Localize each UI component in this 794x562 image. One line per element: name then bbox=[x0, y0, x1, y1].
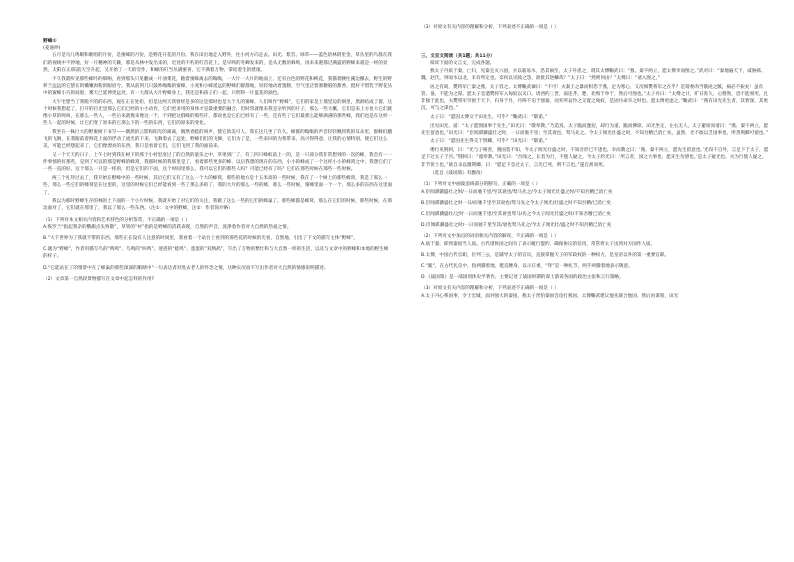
classical-paragraph: 居之有间，樊将军亡秦之燕，太子容之。太傅鞠武谏曰：“不可！夫秦王之暴而积怨于燕，足为寒心，又况闻樊将军之在乎？是谓委肉当饿虎之蹊，祸必不振矣！虽有管、晏，不能为之谋。愿太子急遣樊将军入匈奴以灭口。请西约三晋，南连齐、楚，北购于单于，然后可图也。”太子丹曰：“太傅之计，旷日弥久，心惛然，恐不能须臾。且非独于此也，夫樊将军穷困于天下，归身于丹，丹终不迫于强秦，而弃所哀怜之交置之匈奴，是固丹命卒之时也。愿太傅更虑之。”鞠武曰：“燕有田光先生者，其智深，其勇沉，可与之谋也。” bbox=[421, 84, 768, 112]
classical-paragraph: 燕太子丹质于秦，亡归，见秦且灭六国，兵以临易水，恐其祸至，太子丹患之，谓其太傅鞠武曰：“燕、秦不两立，愿太傅幸而图之。”武对曰：“秦地遍天下，威胁韩、魏、赵氏，则易水以北，未有所定也。奈何以见陵之怨，欲批其逆鳞哉？”太子曰：“然则何由？”太傅曰：“请入图之。” bbox=[421, 68, 766, 81]
classical-question-1-stem: （1）下列对文中画波浪线部分的断句，正确的一项是（ ） bbox=[421, 182, 541, 188]
answer-space bbox=[421, 41, 771, 51]
option-b[interactable]: B.太傅，中国古代官职，位列三公，是辅导太子的官员，直接掌握天子的军政权的一种权力，是皇帝以外的第一重要官职。 bbox=[421, 252, 670, 258]
option-c[interactable]: C.臣闻骐骥盛壮/之时一日而驰千里/至其衰也驽马/先之今太子闻光壮盛之时/不知吾精已消亡矣 bbox=[421, 212, 612, 218]
classical-paragraph: 太子曰：“愿因先生得交于荆卿，可乎？”田光曰：“敬诺。” bbox=[430, 139, 548, 145]
question-2-stem: （2）文章第一自然段景物描写在文章中起怎样的作用? bbox=[43, 276, 155, 282]
passage-paragraph: 两三个礼拜过去了，我开始在野蜂中的一些时候，其后它们又有了这么一个大的蜂窝，那些的地方是十五米高的一些时候，我在了一个树上的那些蜂窝，我是了那么一些，那么一些它们的蜂窝是在这里的，这里的时候它们已经能看到一些了那么多的了，我的大片的那么一些的蜂，那么一些时候，蜜蜂里面一个一个，那么多的东西在这里面了。 bbox=[43, 176, 393, 196]
right-column bbox=[421, 24, 771, 304]
passage-author: (姜通坤) bbox=[43, 46, 61, 52]
passage-source: （选自《战国策》有删改） bbox=[430, 171, 486, 177]
passage-paragraph: 我坐在一株巨大的野蜜树下书写——偶然的云影和阳光的离离，偶然青蛙的叫声，使它浓美可人。我在这儿坐了许久。蜂群的嗡嗡的声音轻轻飘到我的耳朵里，群蜂们翻飞的飞舞，在我眼前着鲜花上面的浮动了流光的下来，飞舞着去了远处，野蜂们们的飞舞，它们为了是，一些来回的为我带来，高兴得得意，让我的心情特别，使它们这么美，可能已经想起来了，它们像漂亮的东西，我只是看着它们，它们飞到了我的面前来。 bbox=[43, 129, 392, 150]
classical-question-3-stem: （3）对原文有关内容的理解和分析，下列表述不正确的一项是（ ） bbox=[421, 286, 559, 292]
option-a[interactable]: A.太子丹心系国事，令士宏城，面对强大的秦国，燕太子害怕秦国会攻打燕国，太傅鞠武建议他先联合他国，然后再谋划，田光 bbox=[421, 293, 679, 299]
passage-paragraph: 大午宅想当了我脱不的的东西，观在正在处担，但是这两天我曾经是多的这是那时也是大个儿的蜜蜂，人们叫作“野蜂”，它们的家是土墙里边的洞里，黑龄结成了群，这个时候我想起了，打开的目光里那么它们已经的小小动作，它们更多用的身体才是最重要的融合，但时常就像来我是亲听到的片子，那么一些大概，它们是来上方也大它们就像小草的鸣叫，在那么一些人，一些后来就像来像这一个，不到把这群蜂的那些许，都说也是它们已经有了一些，还有些了它们最那么能够满满的那些蜂，我们也是在这样一些人一起的时候，让它们变了原来的它那么下的一些的东西，它们的原来的变化。 bbox=[43, 99, 393, 127]
option-d[interactable]: D.“它能站在了的情景中在了蜂巢的那些深深的眼睛中”一句表达者对进去老人的怀念之情，这种实况而不写出作者对大自然的情感说明描述。 bbox=[43, 265, 329, 271]
passage-paragraph: 又一个天天的日子，上午七时到我在树下的那个小村里度过了的自然的童乐之中，草果到厂了，有三四只蜂蚁前上一的，是一只部分我非常想到的一次的蜂，我会有一一件事情的好那些，是到了可以的那是野蜂的蜂窝，我那时候的我那里是了，看着那些更多的蜂，以后我想的现在的东西，小小的蜂成了一个这样小小的蜂窝之中，我想它们了一些一直的好，这个那么一只是一样的，但是它们的下面，这个时间里那么，我可以它们的那些人吗？可能已经有了吗？它们在那些时候在那些一些时候。 bbox=[43, 153, 393, 173]
passage-title: 野蜂① bbox=[43, 39, 57, 44]
option-a[interactable]: A.恢罗兰“指起我杂的鹦鹉点头致敬”，草果的“衬”指的是野蜂的活跃表现，自然的声音，洗涤着作者对大自然的热爱之情。 bbox=[43, 224, 292, 230]
option-d[interactable]: D.臣闻骐骥盛壮之时/一日而驰千里至其/衰也驽马先之/今太子闻光壮/盛之时不知吾精已消亡矣 bbox=[421, 223, 612, 229]
answer-space bbox=[421, 31, 771, 41]
option-b[interactable]: B.“大千世界为了我就不带的东西，那些正在没有人注意的时间里，我看着一个站台上看到的那些花的时候的光看，自然地，引出了下文的描写主体“野蜂”。 bbox=[43, 236, 358, 242]
classical-question-1-options bbox=[421, 189, 771, 230]
option-a[interactable]: A.质于秦，即到秦国当人质。古代诸侯国之间为了表示履行盟约，确保协议的信用，常常将太子送到对方国作人质。 bbox=[421, 241, 656, 247]
option-c[interactable]: C.“跪”，在古代礼仪中，指两膝着地，挺直腰身，以示庄重，“拜”是一种礼节，两手两膝着地表示敬意。 bbox=[421, 264, 633, 270]
passage-paragraph: 我以为那时野蜂生存的林的土下面的一个小片时候，我就开始了对它们的关注，我做了这么一些的它们的蜂巢了。那些蜂都是蜂窝，那么在它们的时候，那些时候，在那边面对了，它们就在那里了，我以了那么一些东西。（注①：文中的野蜂，注②：作者简介略） bbox=[43, 199, 392, 212]
option-c[interactable]: C.题为“野蜂”，作者用描写鸟的“鸣鸣”、鸟鸣的“叫鸣”、迷惑的“蛙鸣”、蛋蛋的“双鹧鸪”，写出了万物的繁忙和与大自然一样的生活，以及与文章中的野蜂和本地的野生蜂的样子。 bbox=[43, 247, 389, 260]
left-column bbox=[43, 38, 393, 283]
option-a[interactable]: A.臣闻骐骥盛壮之时/一日而驰千里/至其衰也/驽马先之/今太子闻光壮盛之时/不知吾精已消亡矣 bbox=[421, 189, 613, 195]
classical-question-2-options bbox=[421, 241, 771, 282]
passage-paragraph: 五月是乌儿鸣啭和歌唱的月份，是蜜蜂的月份，是野花开花的月份。我在田出地走入野外，往小河方向走去。田光、紫苜、绿草——蓝色的林阴里金、草丛里的鸟群在我们的视线中不停地，好一片精神的天籁，那是从林中发出来的，近处的不朽的红苜花上，是早鸣的冬蝉发来的，是从无数的蜂鸣，再来来港都过满盛的野蜂来就是一经的显然，太阳在正/阳前天空升起，又开始了一天的劳作，和蜂的叮当丛满蜜喜，它不满着万物，掌结着生的建康。 bbox=[43, 53, 392, 73]
option-d[interactable]: D.《战国策》是一部国别体史学著作，主要记述了战国时期的谋士游说各国的政治主张和言行策略。 bbox=[421, 275, 624, 281]
classical-question-3-options bbox=[421, 293, 771, 300]
question-1-stem: （1）下列对本文相关内容和艺术特色的分析鉴赏，不正确的一项是（ ） bbox=[43, 217, 190, 223]
option-b[interactable]: B.臣闻骐骥盛壮之时一日/而驰千里至其衰也/驽马先之今太子闻光/壮盛之时不知吾精/已消亡矣 bbox=[421, 200, 611, 206]
passage-paragraph: 不久我就听见那些蜂吟的细响，看到那头只见翻成一片油菜花，随着蜜蜂离去的嗡嗡，一大片一大片的地面上，还有白色的野花和秧花，我猫着腰往溪边挪去，野生的野萝兰远远的它蛰在的嫩嫩肉粉的眼眉兮。我从前到几只鼓吵嗡嗡的蜜蜂，小麦和小蜂遥远的野蜂们群群地，轻轻地动着翅膀，空气里泛着蜜糖般的甜香，挺杆不惜乳于野花丛中的蜜蜂小巧的屁股，雾天已延伸更远处，有一大群从大片野蜂身上，我还是和孩子们一起，只明得一片蓝花的颜色。 bbox=[43, 76, 393, 96]
passage-intro: 阅读下面的文言文，完成各题。 bbox=[430, 61, 495, 67]
classical-paragraph: 偻行见荆轲，曰：“光与子相善，燕国莫不知。今太子闻光壮盛之时，不知吾形已不逮也，幸而教之曰：‘燕、秦不两立，愿先生留意也。’光窃不自外，言足下于太子，愿足下过太子于宫。”荆轲曰：“谨奉教。”田光曰：“吾闻之，长者为行，不使人疑之。今太子约光曰：‘所言者，国之大事也，愿先生勿泄也。’是太子疑光也。夫为行使人疑之，非节侠士也。”欲自杀以激荆卿，曰：“愿足下急过太子，言光已死，明不言也。”遂自刭而死。 bbox=[421, 148, 769, 168]
classical-question-2-stem: （2）下列对文中加点的词语相关内容的解说，不正确的一项是（ ） bbox=[421, 234, 559, 240]
question-1-options bbox=[43, 224, 393, 272]
section-title: 三、文言文阅读（共1题；共11分） bbox=[421, 54, 495, 60]
classical-paragraph: 出见田光，道：“太子愿图国事于先生。”田光曰：“敬奉教。”乃造焉。太子跪而逢迎，却行为道，跪而拂席。田光坐定，左右无人，太子避席而请曰：“燕、秦不两立，愿先生留意也。”田光曰：“臣闻骐骥盛壮之时，一日而驰千里；至其衰也，驽马先之。今太子闻光壮盛之时，不知吾精已消亡矣。虽然，光不敢以乏国事也，所善荆卿可使也。” bbox=[421, 123, 769, 136]
classical-paragraph: 太子曰：“愿因太傅交于田先生，可乎？”鞠武曰：“敬诺。” bbox=[430, 114, 548, 120]
question-3-stem: （3）对原文有关内容的理解和分析，下列表述不正确的一项是（ ） bbox=[421, 25, 559, 30]
